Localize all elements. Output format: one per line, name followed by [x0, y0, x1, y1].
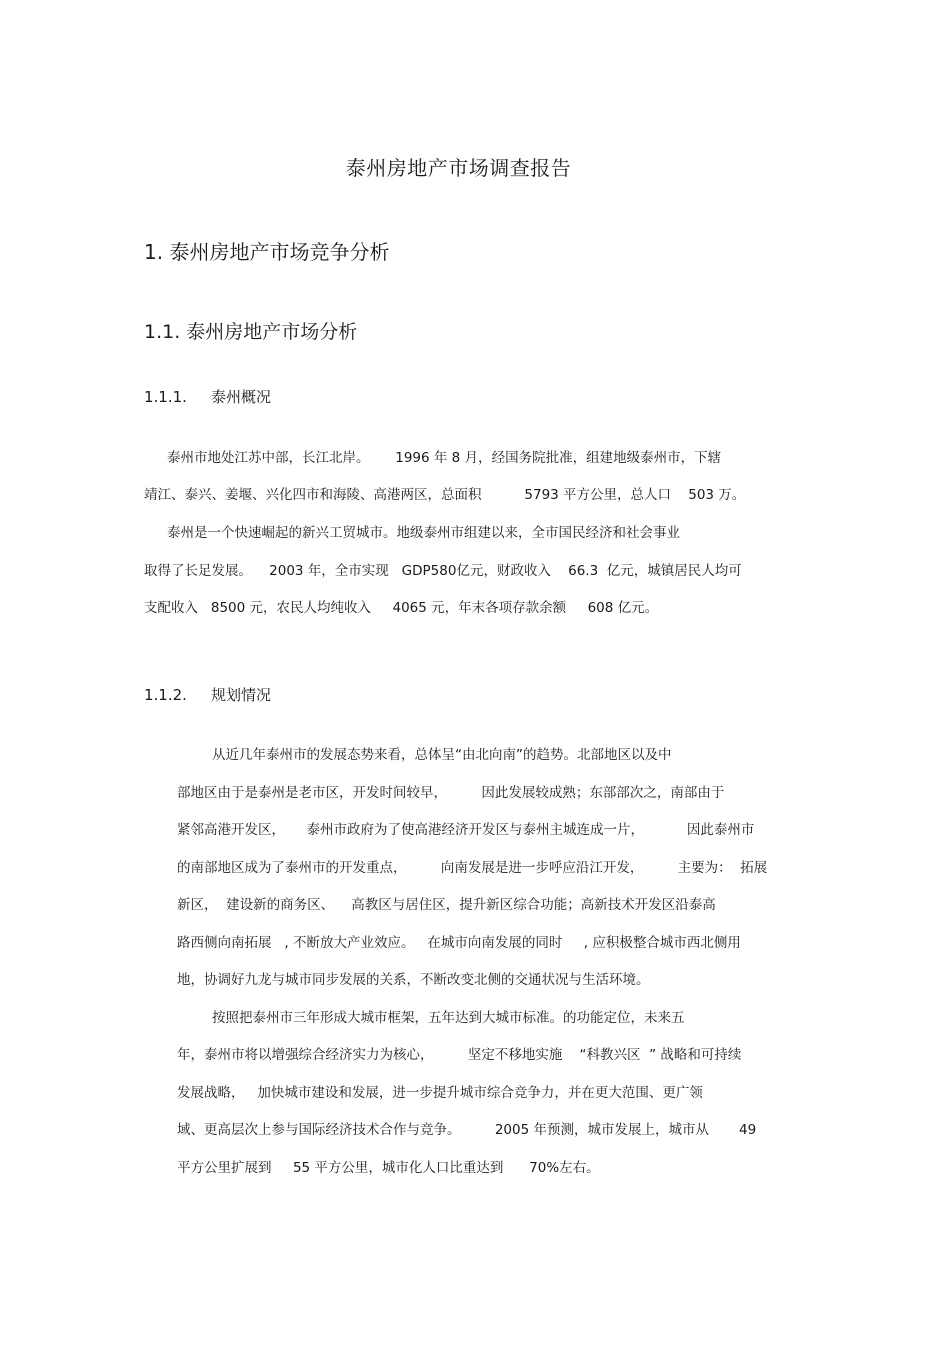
planning-line-7: 地，协调好九龙与城市同步发展的关系，不断改变北侧的交通状况与生活环境。 — [177, 972, 650, 988]
heading-planning-number: 1.1.2. — [144, 686, 187, 704]
heading-overview-number: 1.1.1. — [144, 388, 187, 406]
heading-overview-title: 泰州概况 — [211, 388, 272, 406]
heading-level-1: 1. 泰州房地产市场竞争分析 — [144, 240, 390, 264]
planning-line-11: 域、更高层次上参与国际经济技术合作与竞争。 2005 年预测，城市发展上，城市从 49 — [177, 1122, 757, 1138]
overview-line-1: 泰州市地处江苏中部，长江北岸。 1996 年 8 月，经国务院批准，组建地级泰州市，下辖 — [167, 450, 722, 466]
heading-planning — [144, 684, 271, 705]
heading-level-2: 1.1. 泰州房地产市场分析 — [144, 321, 358, 343]
overview-line-5: 支配收入 8500 元，农民人均纯收入 4065 元，年末各项存款余额 608 亿元。 — [144, 600, 659, 616]
overview-line-3: 泰州是一个快速崛起的新兴工贸城市。地级泰州市组建以来，全市国民经济和社会事业 — [167, 525, 680, 541]
planning-line-5: 新区， 建设新的商务区、 高教区与居住区，提升新区综合功能；高新技术开发区沿泰高 — [177, 897, 716, 913]
planning-line-12: 平方公里扩展到 55 平方公里，城市化人口比重达到 70%左右。 — [177, 1160, 600, 1176]
planning-line-8: 按照把泰州市三年形成大城市框架，五年达到大城市标准。的功能定位，未来五 — [212, 1010, 685, 1026]
heading-overview — [144, 386, 271, 407]
planning-line-3: 紧邻高港开发区， 泰州市政府为了使高港经济开发区与泰州主城连成一片， 因此泰州市 — [177, 822, 755, 838]
planning-line-2: 部地区由于是泰州是老市区，开发时间较早， 因此发展较成熟；东部部次之，南部由于 — [177, 785, 725, 801]
heading-planning-title: 规划情况 — [211, 686, 272, 704]
planning-line-1: 从近几年泰州市的发展态势来看，总体呈“由北向南”的趋势。北部地区以及中 — [212, 747, 672, 763]
planning-line-10: 发展战略， 加快城市建设和发展，进一步提升城市综合竞争力，并在更大范围、更广领 — [177, 1085, 703, 1101]
overview-line-2: 靖江、泰兴、姜堰、兴化四市和海陵、高港两区，总面积 5793 平方公里，总人口 503 万。 — [144, 487, 746, 503]
planning-line-6: 路西侧向南拓展 , 不断放大产业效应。 在城市向南发展的同时 , 应积极整合城市西北侧用 — [177, 935, 741, 951]
document-title: 泰州房地产市场调查报告 — [345, 156, 572, 180]
planning-line-4: 的南部地区成为了泰州市的开发重点， 向南发展是进一步呼应沿江开发， 主要为： 拓展 — [177, 860, 768, 876]
planning-line-9: 年，泰州市将以增强综合经济实力为核心， 坚定不移地实施 “科教兴区 ” 战略和可持续 — [177, 1047, 742, 1063]
overview-line-4: 取得了长足发展。 2003 年，全市实现 GDP580亿元，财政收入 66.3 亿元，城镇居民人均可 — [144, 563, 742, 579]
